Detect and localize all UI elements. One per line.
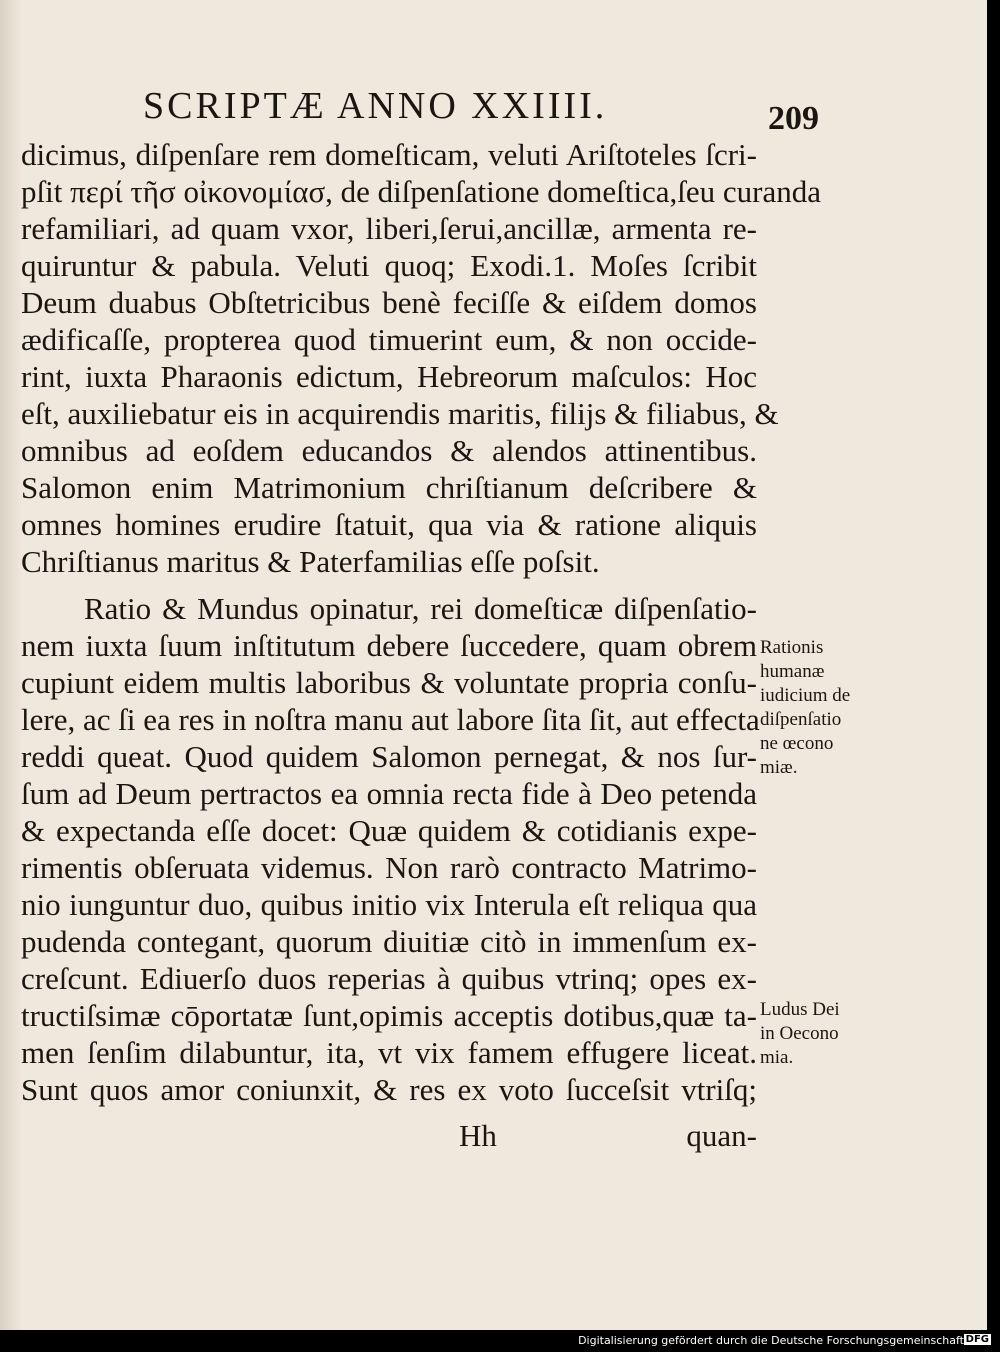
text-line: tructiſsimæ cōportatæ ſunt,opimis acceptis dotibus,quæ ta-	[21, 998, 757, 1033]
text-line: Chriſtianus maritus & Paterfamilias eſſe poſsit.	[21, 544, 600, 579]
margin-note-line: miæ.	[760, 757, 798, 778]
text-line: Sunt quos amor coniunxit, & res ex voto ſucceſsit vtriſq;	[21, 1072, 757, 1107]
dfg-logo: DFG	[965, 1334, 989, 1345]
running-head: SCRIPTÆ ANNO XXIIII.	[143, 85, 608, 127]
text-line: ædificaſſe, propterea quod timuerint eum, & non occide-	[21, 322, 757, 357]
margin-note-ludus-dei	[760, 998, 882, 1070]
page-footer-marks	[21, 1118, 757, 1154]
margin-note-line: iudicium de	[760, 685, 851, 706]
margin-note-line: diſpenſatio	[760, 709, 842, 730]
text-line: Salomon enim Matrimonium chriſtianum deſcribere &	[21, 470, 757, 505]
signature-mark: Hh	[459, 1118, 497, 1153]
text-line: dicimus, diſpenſare rem domeſticam, veluti Ariſtoteles ſcri-	[21, 137, 757, 172]
catchword: quan-	[686, 1118, 757, 1153]
text-line: creſcunt. Ediuerſo duos reperias à quibus vtrinq; opes ex-	[21, 961, 757, 996]
text-line: Ratio & Mundus opinatur, rei domeſticæ diſpenſatio-	[84, 591, 757, 626]
margin-note-line: humanæ	[760, 661, 825, 682]
text-line: nem iuxta ſuum inſtitutum debere ſuccedere, quam obrem	[21, 628, 757, 663]
text-line: ſum ad Deum pertractos ea omnia recta fide à Deo petenda	[21, 776, 757, 811]
text-line: men ſenſim dilabuntur, ita, vt vix famem effugere liceat.	[21, 1035, 757, 1070]
text-line: eſt, auxiliebatur eis in acquirendis maritis, filijs & filiabus, &	[21, 396, 779, 431]
page-gutter-shadow	[0, 0, 22, 1330]
margin-note-rationis	[760, 636, 882, 780]
text-line: rimentis obſeruata videmus. Non rarò contracto Matrimo-	[21, 850, 757, 885]
text-line: reddi queat. Quod quidem Salomon pernegat, & nos ſur-	[21, 739, 757, 774]
text-line: pudenda contegant, quorum diuitiæ citò in immenſum ex-	[21, 924, 757, 959]
margin-note-line: ne œcono	[760, 733, 834, 754]
text-line: cupiunt eidem multis laboribus & voluntate propria conſu-	[21, 665, 757, 700]
margin-note-line: in Oecono	[760, 1023, 839, 1044]
text-line: omnibus ad eoſdem educandos & alendos attinentibus.	[21, 433, 757, 468]
page-number: 209	[768, 100, 819, 137]
text-line: Deum duabus Obſtetricibus benè feciſſe & eiſdem domos	[21, 285, 757, 320]
text-line: & expectanda eſſe docet: Quæ quidem & cotidianis expe-	[21, 813, 757, 848]
text-line: nio iunguntur duo, quibus initio vix Interula eſt reliqua qua	[21, 887, 757, 922]
text-line: omnes homines erudire ſtatuit, qua via & ratione aliquis	[21, 507, 757, 542]
text-line: lere, ac ſi ea res in noſtra manu aut labore ſita ſit, aut effecta	[21, 702, 760, 737]
margin-note-line: mia.	[760, 1047, 794, 1068]
text-line: quiruntur & pabula. Veluti quoq; Exodi.1. Moſes ſcribit	[21, 248, 757, 283]
digitization-credit: Digitalisierung gefördert durch die Deutsche Forschungsgemeinschaft	[578, 1334, 964, 1347]
margin-note-line: Rationis	[760, 637, 824, 658]
text-line: rint, iuxta Pharaonis edictum, Hebreorum maſculos: Hoc	[21, 359, 757, 394]
text-line: refamiliari, ad quam vxor, liberi,ſerui,ancillæ, armenta re-	[21, 211, 757, 246]
margin-note-line: Ludus Dei	[760, 999, 840, 1020]
text-line: pſit περί τῆσ οἰκονομίασ, de diſpenſatione domeſtica,ſeu curanda	[21, 174, 821, 209]
